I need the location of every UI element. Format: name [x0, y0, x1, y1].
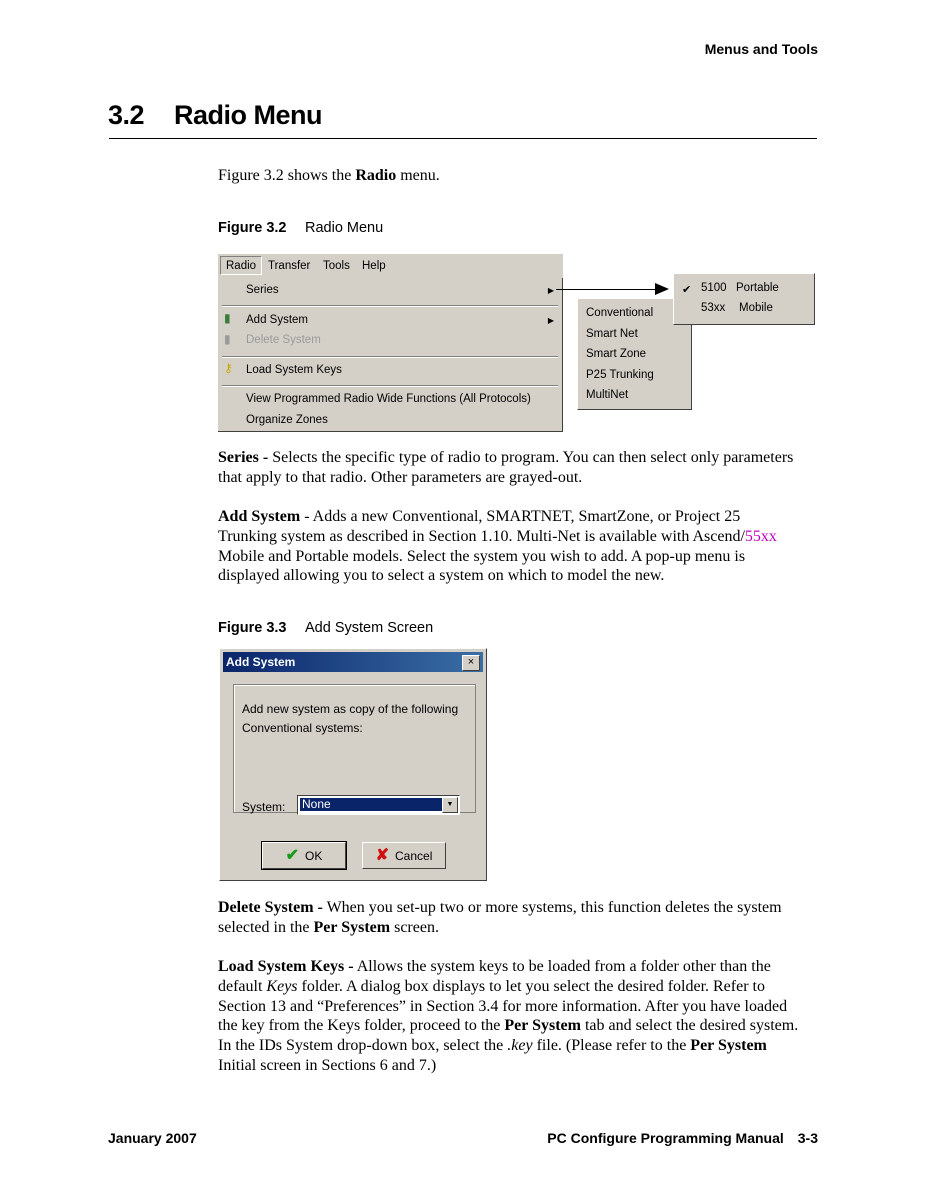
- dialog-titlebar: [223, 652, 483, 672]
- menu-tools[interactable]: Tools: [323, 260, 350, 272]
- dialog-message-line2: Conventional systems:: [242, 721, 363, 735]
- submenu-item-smart-net[interactable]: Smart Net: [586, 328, 638, 340]
- menu-help[interactable]: Help: [362, 260, 386, 272]
- series-description: Series - Selects the specific type of radio to program. You can then select only parameters that apply to that radio. Other parameters are grayed-out.: [218, 449, 794, 486]
- series-item-5100-type: Portable: [736, 282, 779, 294]
- dialog-message-line1: Add new system as copy of the following: [242, 702, 459, 716]
- running-header: Menus and Tools: [704, 41, 818, 57]
- series-submenu: [673, 273, 815, 325]
- menu-separator: [222, 385, 558, 387]
- load-system-keys-description: Load System Keys - Allows the system keys to be loaded from a folder other than the default Keys folder. A dialog box displays to let you select the desired folder. Refer to Section 13 and “Preferences” in Section 3.4 for more information. After you have loaded the key from the Keys folder, proceed to the Per System tab and select the desired system. In the IDs System drop-down box, select the .key file. (Please refer to the Per System Initial screen in Sections 6 and 7.): [218, 958, 799, 1074]
- menu-item-load-system-keys[interactable]: Load System Keys: [246, 364, 342, 376]
- menu-item-series[interactable]: Series: [246, 284, 279, 296]
- series-item-53xx-model[interactable]: 53xx: [701, 302, 726, 314]
- heading-rule: [109, 138, 817, 139]
- submenu-item-p25-trunking[interactable]: P25 Trunking: [586, 369, 654, 381]
- dialog-group-box: [233, 684, 476, 813]
- check-icon: ✔: [285, 847, 300, 864]
- section-number: 3.2: [108, 100, 145, 130]
- menu-transfer[interactable]: Transfer: [268, 260, 311, 272]
- menu-item-view-programmed[interactable]: View Programmed Radio Wide Functions (All Protocols): [246, 393, 531, 405]
- submenu-item-conventional[interactable]: Conventional: [586, 307, 654, 319]
- menu-separator: [222, 356, 558, 358]
- series-item-53xx-type: Mobile: [739, 302, 773, 314]
- intro-paragraph: Figure 3.2 shows the Radio menu.: [218, 167, 440, 184]
- footer-manual-info: [547, 1130, 818, 1146]
- figure-3-3-caption: Figure 3.3 Add System Screen: [218, 620, 434, 636]
- menu-radio[interactable]: Radio: [220, 256, 262, 275]
- menu-item-organize-zones[interactable]: Organize Zones: [246, 414, 328, 426]
- check-mark-icon: ✔: [682, 284, 692, 296]
- section-title: Radio Menu: [174, 100, 322, 130]
- submenu-item-multinet[interactable]: MultiNet: [586, 389, 629, 401]
- submenu-item-smart-zone[interactable]: Smart Zone: [586, 348, 647, 360]
- figure-3-2-caption: Figure 3.2 Radio Menu: [218, 220, 384, 236]
- callout-arrow-line: [556, 289, 664, 290]
- add-system-dialog: [219, 648, 487, 881]
- footer-date: January 2007: [108, 1130, 197, 1146]
- system-select-value: None: [300, 798, 442, 811]
- menu-separator: [222, 305, 558, 307]
- submenu-arrow-icon: ▶: [547, 316, 554, 325]
- cancel-button[interactable]: ✘ Cancel: [362, 842, 446, 869]
- page-number: 3-3: [797, 1130, 818, 1146]
- cross-icon: ✘: [375, 847, 390, 864]
- system-select[interactable]: [297, 795, 460, 815]
- key-icon: ⚷: [224, 361, 233, 375]
- radio-dropdown-menu: [218, 278, 563, 432]
- menu-item-delete-system[interactable]: Delete System: [246, 334, 321, 346]
- menu-item-add-system[interactable]: Add System: [246, 314, 308, 326]
- series-item-5100-model[interactable]: 5100: [701, 282, 727, 294]
- close-button[interactable]: ×: [462, 655, 480, 671]
- model-link[interactable]: 55xx: [744, 527, 777, 545]
- submenu-arrow-icon: ▶: [547, 286, 554, 295]
- section-heading: [108, 100, 322, 131]
- callout-arrow-head-icon: [655, 283, 669, 295]
- ok-button[interactable]: ✔ OK: [262, 842, 346, 869]
- footer-manual-title: PC Configure Programming Manual: [547, 1130, 784, 1146]
- delete-system-description: Delete System - When you set-up two or more systems, this function deletes the system selected in the Per System screen.: [218, 899, 782, 936]
- radio-device-icon: ▮: [224, 311, 231, 325]
- menu-bar: [218, 254, 563, 278]
- dialog-title: Add System: [226, 655, 296, 669]
- chevron-down-icon[interactable]: ▼: [442, 797, 458, 813]
- radio-device-disabled-icon: ▮: [224, 332, 231, 346]
- add-system-description: Add System - Adds a new Conventional, SMARTNET, SmartZone, or Project 25 Trunking system as described in Section 1.10. Multi-Net is available with Ascend/55xx Mobile and Portable models. Select the system you wish to add. A pop-up menu is displayed allowing you to select a system on which to model the new.: [218, 508, 777, 585]
- system-label: System:: [242, 800, 286, 814]
